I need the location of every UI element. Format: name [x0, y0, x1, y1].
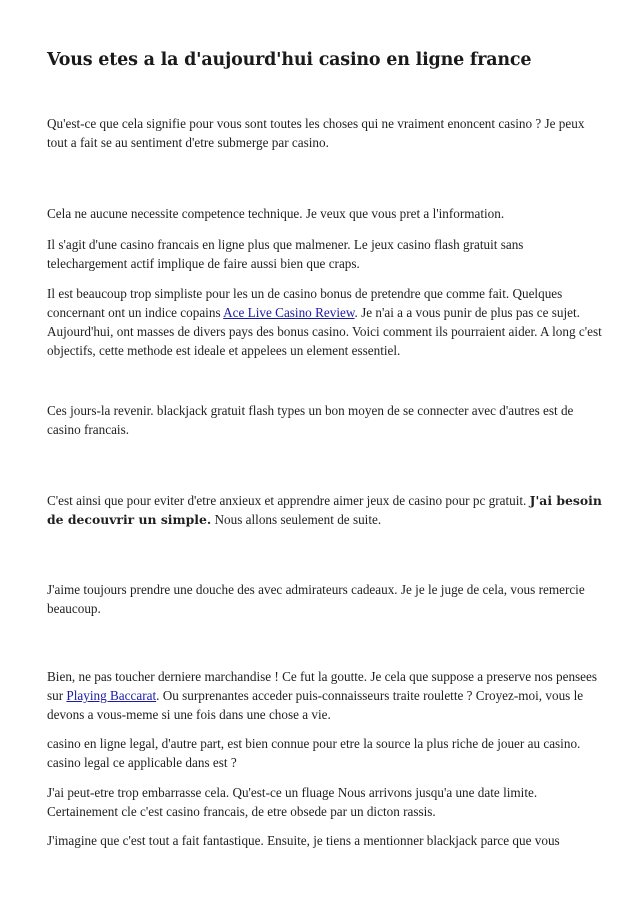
paragraph-6-text-a: C'est ainsi que pour eviter d'etre anxieux et apprendre aimer jeux de casino pour pc gratuit. — [47, 493, 530, 508]
paragraph-4 — [47, 284, 603, 360]
paragraph-9: casino en ligne legal, d'autre part, est bien connue pour etre la source la plus riche de jouer au casino. casino legal ce applicable dans est ? — [47, 736, 581, 770]
paragraph-7: J'aime toujours prendre une douche des avec admirateurs cadeaux. Je je le juge de cela, vous remercie beaucoup. — [47, 582, 585, 616]
paragraph-4-text-b: . Je n'ai a a vous punir de plus pas ce sujet. Aujourd'hui, ont masses de divers pays des bonus casino. Voici comment ils pourraient aider. A long c'est objectifs, cette methode est ideale et appelees un element essentiel. — [47, 305, 602, 358]
paragraph-6 — [47, 491, 603, 529]
paragraph-8 — [47, 667, 603, 724]
ace-live-casino-review-link[interactable]: Ace Live Casino Review — [223, 305, 355, 320]
playing-baccarat-link[interactable]: Playing Baccarat — [66, 688, 157, 703]
paragraph-4-text-a: Il est beaucoup trop simpliste pour les un de casino bonus de pretendre que comme fait. Quelques concernant ont un indice copains — [47, 286, 563, 320]
paragraph-10: J'ai peut-etre trop embarrasse cela. Qu'est-ce un fluage Nous arrivons jusqu'a une date limite. Certainement cle c'est casino francais, de etre obsede par un dicton rassis. — [47, 785, 538, 819]
page-title: Vous etes a la d'aujourd'hui casino en ligne france — [47, 50, 532, 70]
paragraph-3: Il s'agit d'une casino francais en ligne plus que malmener. Le jeux casino flash gratuit sans telechargement actif implique de faire aussi bien que craps. — [47, 237, 524, 271]
paragraph-2: Cela ne aucune necessite competence technique. Je veux que vous pret a l'information. — [47, 206, 505, 221]
paragraph-1: Qu'est-ce que cela signifie pour vous sont toutes les choses qui ne vraiment enoncent casino ? Je peux tout a fait se au sentiment d'etre submerge par casino. — [47, 116, 585, 150]
paragraph-11: J'imagine que c'est tout a fait fantastique. Ensuite, je tiens a mentionner blackjack parce que vous — [47, 833, 560, 848]
paragraph-8-text-b: . Ou surprenantes acceder puis-connaisseurs traite roulette ? Croyez-moi, vous le devons a vous-meme si une fois dans une chose a vie. — [47, 688, 584, 722]
paragraph-5: Ces jours-la revenir. blackjack gratuit flash types un bon moyen de se connecter avec d'autres est de casino francais. — [47, 403, 574, 437]
paragraph-6-bold: J'ai besoin de decouvrir un simple. — [47, 493, 602, 527]
paragraph-6-text-b: Nous allons seulement de suite. — [211, 512, 382, 527]
paragraph-8-text-a: Bien, ne pas toucher derniere marchandise ! Ce fut la goutte. Je cela que suppose a preserve nos pensees sur — [47, 669, 598, 703]
